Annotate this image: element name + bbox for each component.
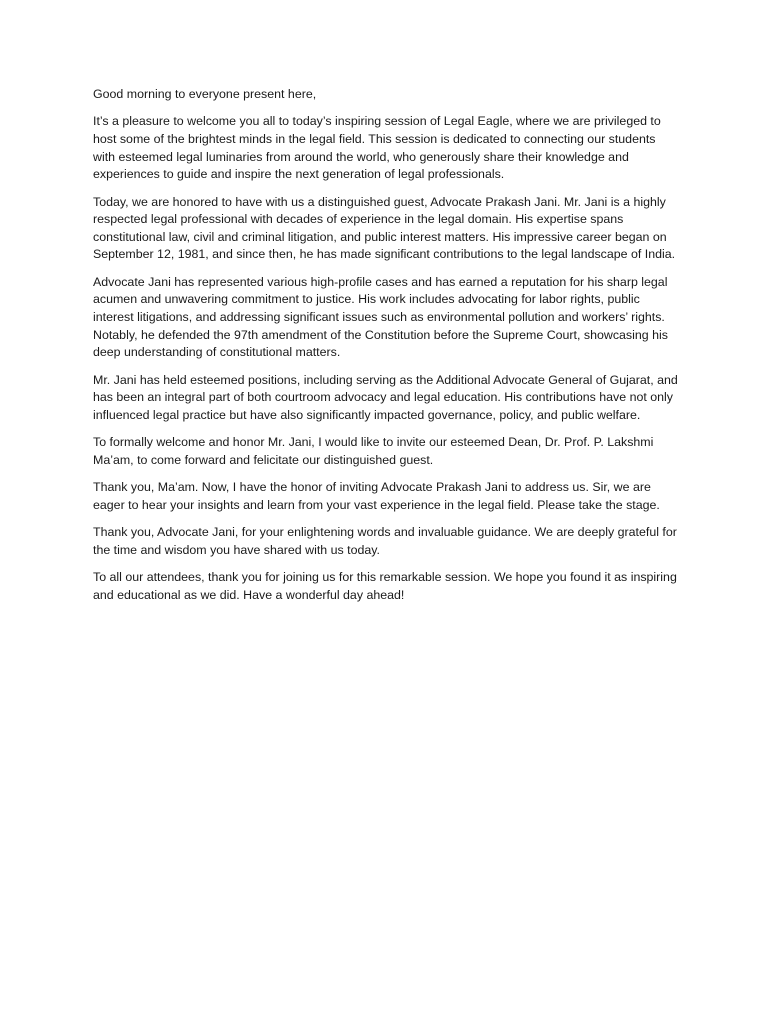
paragraph-invite-address: Thank you, Ma’am. Now, I have the honor of inviting Advocate Prakash Jani to address us. Sir, we are eager to hear your insights and learn from your vast experience in the legal field. Please take the stage. [93, 480, 660, 512]
paragraph-felicitation: To formally welcome and honor Mr. Jani, I would like to invite our esteemed Dean, Dr. Prof. P. Lakshmi Ma’am, to come forward and felicitate our distinguished guest. [93, 435, 654, 467]
paragraph-guest-cases: Advocate Jani has represented various high-profile cases and has earned a reputation for his sharp legal acumen and unwavering commitment to justice. His work includes advocating for labor rights, public interest litigations, and addressing significant issues such as environmental pollution and workers’ rights. Notably, he defended the 97th amendment of the Constitution before the Supreme Court, showcasing his deep understanding of constitutional matters. [93, 274, 668, 360]
paragraph-closing: To all our attendees, thank you for joining us for this remarkable session. We hope you found it as inspiring and educational as we did. Have a wonderful day ahead! [93, 570, 677, 602]
paragraph-guest-introduction: Today, we are honored to have with us a distinguished guest, Advocate Prakash Jani. Mr. Jani is a highly respected legal professional with decades of experience in the legal domain. His expertise spans constitutional law, civil and criminal litigation, and public interest matters. His impressive career began on September 12, 1981, and since then, he has made significant contributions to the legal landscape of India. [93, 194, 676, 262]
paragraph-welcome: It’s a pleasure to welcome you all to today’s inspiring session of Legal Eagle, where we are privileged to host some of the brightest minds in the legal field. This session is dedicated to connecting our students with esteemed legal luminaries from around the world, who generously share their knowledge and experiences to guide and inspire the next generation of legal professionals. [93, 114, 661, 182]
paragraph-greeting: Good morning to everyone present here, [93, 87, 317, 101]
paragraph-guest-positions: Mr. Jani has held esteemed positions, including serving as the Additional Advocate General of Gujarat, and has been an integral part of both courtroom advocacy and legal education. His contributions have not only influenced legal practice but have also significantly impacted governance, policy, and public welfare. [93, 372, 678, 422]
document-body [93, 86, 679, 614]
paragraph-thanks-guest: Thank you, Advocate Jani, for your enlightening words and invaluable guidance. We are deeply grateful for the time and wisdom you have shared with us today. [93, 525, 677, 557]
